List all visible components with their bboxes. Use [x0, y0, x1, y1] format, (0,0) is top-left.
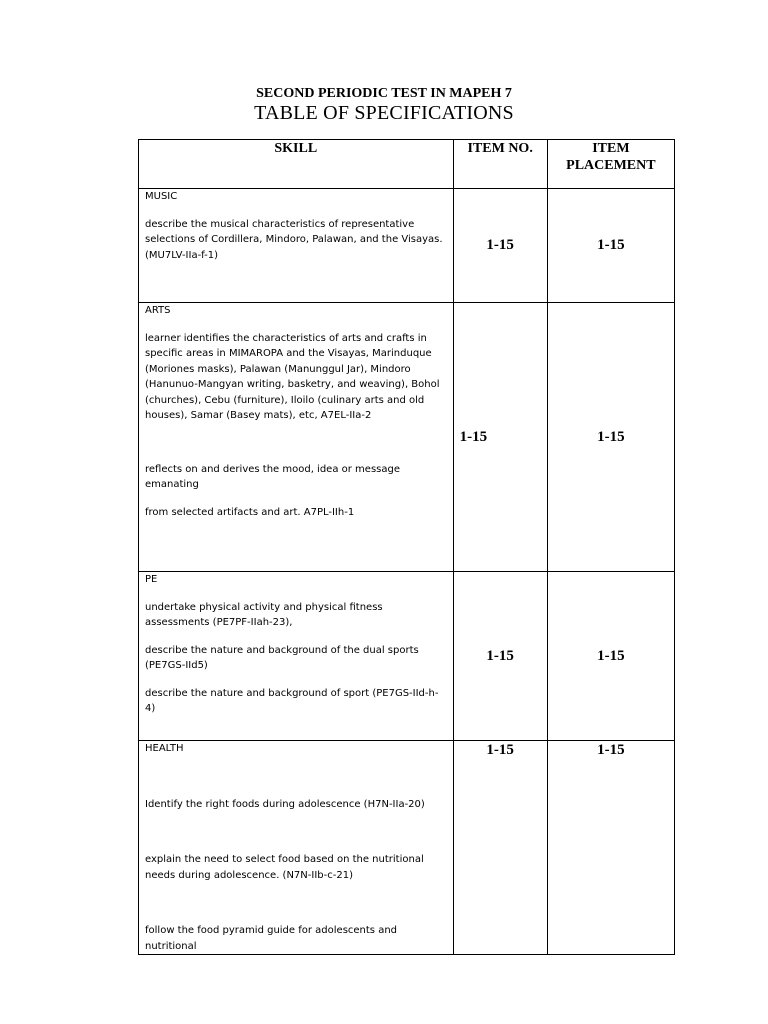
skill-health-2: explain the need to select food based on the nutritional needs during adolescence. (N7N-IIb-c-21) [145, 854, 424, 881]
category-pe: PE [145, 574, 158, 585]
skill-pe-1: undertake physical activity and physical fitness assessments (PE7PF-IIah-23), [145, 601, 383, 628]
skill-arts-2: reflects on and derives the mood, idea or message emanating [145, 463, 400, 490]
specifications-table [138, 139, 675, 955]
skill-cell-pe [139, 572, 454, 741]
skill-cell-music [139, 189, 454, 303]
item-no-health-value: 1-15 [486, 742, 514, 758]
skill-cell-health [139, 741, 454, 955]
item-placement-health [547, 741, 674, 955]
skill-pe-3: describe the nature and background of sport (PE7GS-IId-h-4) [145, 687, 439, 714]
category-health: HEALTH [145, 743, 184, 754]
item-no-pe: 1-15 [453, 572, 547, 741]
item-placement-pe: 1-15 [547, 572, 674, 741]
table-row-arts [139, 303, 675, 572]
skill-health-3: follow the food pyramid guide for adolescents and nutritional [145, 925, 398, 952]
skill-pe-2: describe the nature and background of the dual sports (PE7GS-IId5) [145, 644, 419, 671]
table-row-health [139, 741, 675, 955]
document-title: TABLE OF SPECIFICATIONS [254, 102, 514, 124]
test-subtitle: SECOND PERIODIC TEST IN MAPEH 7 [256, 86, 512, 101]
table-row-music [139, 189, 675, 303]
item-no-arts: 1-15 [453, 303, 547, 572]
header-item-placement-line2: PLACEMENT [566, 158, 656, 173]
skill-music-1: describe the musical characteristics of representative selections of Cordillera, Mindoro, Palawan, and the Visayas. (MU7LV-IIa-f-1) [145, 218, 443, 261]
header-skill: SKILL [139, 140, 454, 189]
skill-arts-1: learner identifies the characteristics of arts and crafts in specific areas in MIMAROPA and the Visayas, Marinduque (Moriones masks), Palawan (Manunggul Jar), Mindoro (Hanunuo-Mangyan writing, basketry, and weaving), Bohol (churches), Cebu (furniture), Iloilo (culinary arts and old houses), Samar (Basey mats), etc, A7EL-IIa-2 [145, 332, 440, 421]
skill-health-1: Identify the right foods during adolescence (H7N-IIa-20) [145, 798, 425, 810]
header-item-placement [547, 140, 674, 189]
item-placement-health-value: 1-15 [597, 742, 625, 758]
skill-cell-arts [139, 303, 454, 572]
category-music: MUSIC [145, 191, 178, 202]
item-placement-arts: 1-15 [547, 303, 674, 572]
category-arts: ARTS [145, 305, 171, 316]
item-no-health [453, 741, 547, 955]
skill-arts-3: from selected artifacts and art. A7PL-IIh-1 [145, 506, 355, 518]
table-header-row [139, 140, 675, 189]
table-row-pe [139, 572, 675, 741]
header-item-placement-line1: ITEM [592, 141, 630, 156]
item-no-music: 1-15 [453, 189, 547, 303]
item-placement-music: 1-15 [547, 189, 674, 303]
header-item-no: ITEM NO. [453, 140, 547, 189]
